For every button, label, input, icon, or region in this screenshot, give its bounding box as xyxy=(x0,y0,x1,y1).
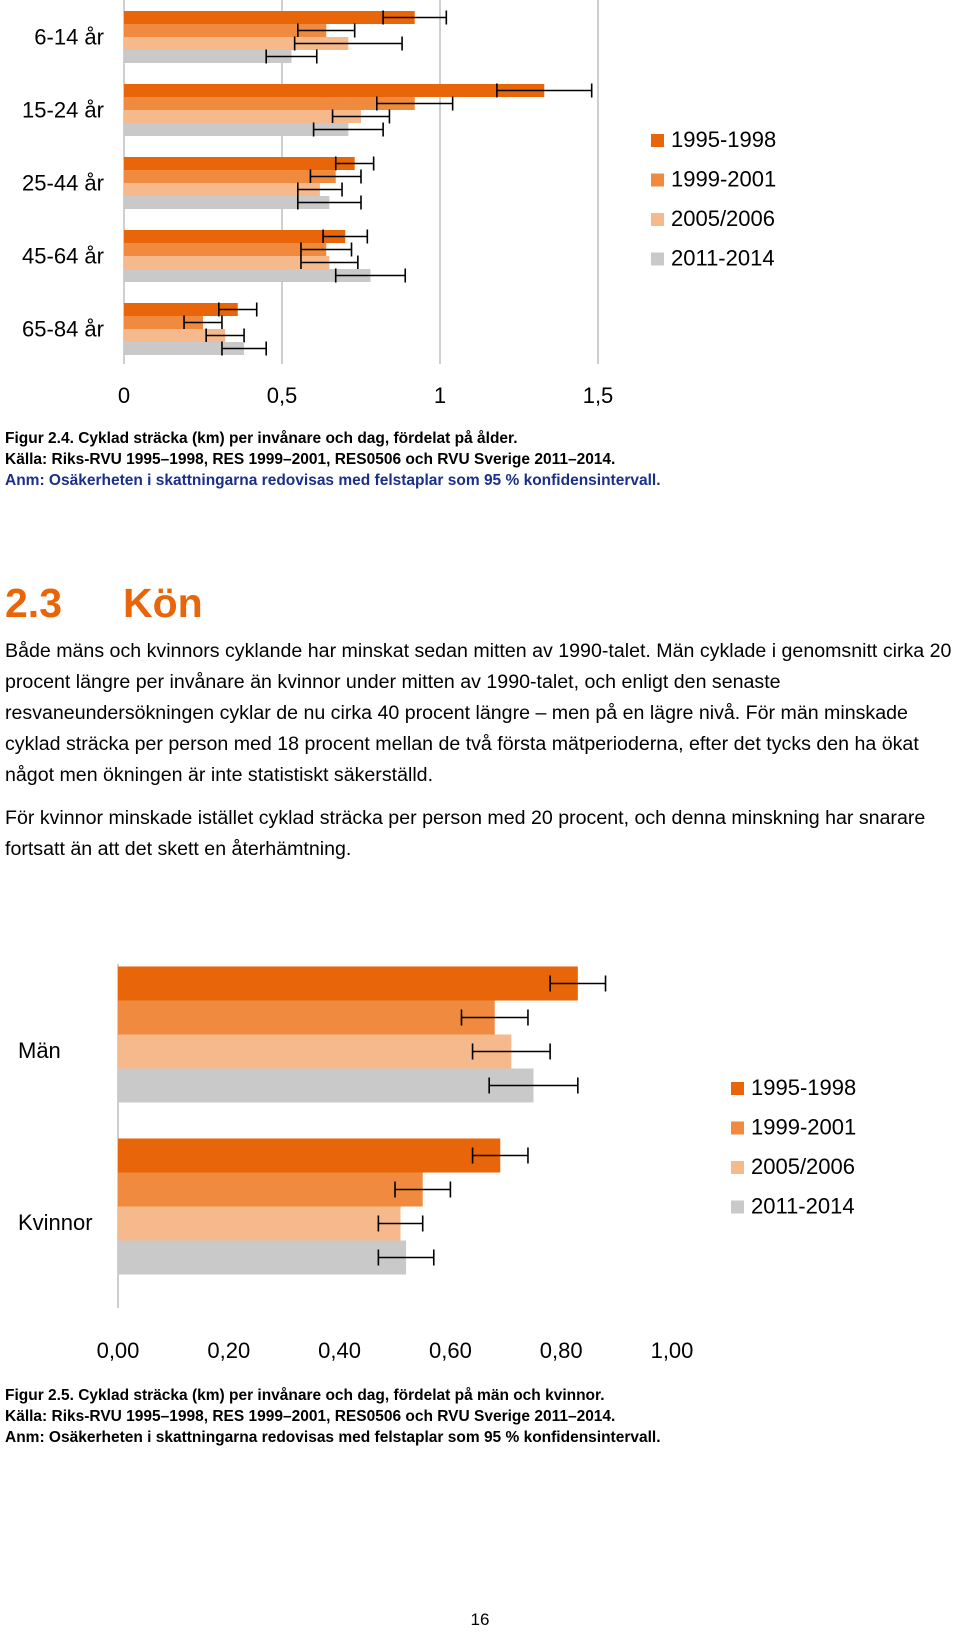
category-label: Kvinnor xyxy=(18,1210,93,1235)
figure-caption-1 xyxy=(5,428,661,491)
age-bar-chart xyxy=(0,0,960,420)
x-tick-label: 0,20 xyxy=(207,1338,251,1363)
x-tick-label: 0,40 xyxy=(318,1338,362,1363)
bar xyxy=(124,243,326,256)
bar xyxy=(124,84,544,97)
category-label: 65-84 år xyxy=(22,316,104,342)
section-heading xyxy=(5,580,203,627)
bar xyxy=(118,1139,500,1173)
legend-label: 1995-1998 xyxy=(671,127,777,152)
legend-label: 1995-1998 xyxy=(751,1075,857,1100)
bar xyxy=(118,1001,495,1035)
legend-swatch xyxy=(651,134,664,147)
bar xyxy=(124,157,355,170)
x-tick-label: 1 xyxy=(433,383,447,408)
legend-label: 2011-2014 xyxy=(671,245,775,271)
legend-swatch xyxy=(651,174,664,187)
bar xyxy=(124,97,415,110)
paragraph: Både mäns och kvinnors cyklande har minskat sedan mitten av 1990-talet. Män cyklade i genomsnitt cirka 20 procent längre per invånare än kvinnor under mitten av 1990-talet, och enligt den senaste resvaneundersökningen cyklar de nu cirka 40 procent längre – men på en lägre nivå. För män minskade cyklad sträcka per person med 18 procent mellan de två första mätperioderna, efter det tycks den ha ökat något men ökningen är inte statistiskt säkerställd. xyxy=(5,640,952,786)
category-label: 45-64 år xyxy=(22,243,104,269)
x-tick-label: 1,5 xyxy=(582,383,614,408)
legend-swatch xyxy=(731,1122,744,1135)
caption-title: Figur 2.4. Cyklad sträcka (km) per invånare och dag, fördelat på ålder. xyxy=(5,430,518,447)
bar xyxy=(124,110,361,123)
caption-note: Anm: Osäkerheten i skattningarna redovisas med felstaplar som 95 % konfidensintervall. xyxy=(5,472,661,489)
bar xyxy=(124,24,326,37)
legend-swatch xyxy=(731,1201,744,1214)
bar xyxy=(118,1035,511,1069)
bar xyxy=(118,967,578,1001)
x-tick-label: 0,5 xyxy=(266,383,298,408)
bar xyxy=(124,183,320,196)
caption-source: Källa: Riks-RVU 1995–1998, RES 1999–2001, RES0506 och RVU Sverige 2011–2014. xyxy=(5,1408,616,1425)
figure-caption-2 xyxy=(5,1385,661,1448)
x-tick-label: 0,60 xyxy=(428,1338,472,1363)
legend-label: 2005/2006 xyxy=(671,206,775,231)
section-title: Kön xyxy=(123,580,203,626)
legend-swatch xyxy=(731,1161,744,1174)
bar xyxy=(124,170,336,183)
bar xyxy=(118,1241,406,1275)
legend-label: 1999-2001 xyxy=(671,166,777,192)
caption-note: Anm: Osäkerheten i skattningarna redovisas med felstaplar som 95 % konfidensintervall. xyxy=(5,1429,661,1446)
legend-label: 1999-2001 xyxy=(751,1114,857,1140)
legend-swatch xyxy=(731,1082,744,1095)
bar xyxy=(124,256,329,269)
page-number: 16 xyxy=(470,1610,490,1629)
bar xyxy=(118,1207,401,1241)
bar xyxy=(124,269,370,282)
legend-label: 2005/2006 xyxy=(751,1154,855,1179)
paragraph: För kvinnor minskade istället cyklad sträcka per person med 20 procent, och denna minskning har snarare fortsatt än att det skett en återhämtning. xyxy=(5,807,926,860)
category-label: Män xyxy=(18,1038,61,1063)
bar xyxy=(124,230,345,243)
caption-source: Källa: Riks-RVU 1995–1998, RES 1999–2001, RES0506 och RVU Sverige 2011–2014. xyxy=(5,451,616,468)
bar xyxy=(118,1173,423,1207)
section-number: 2.3 xyxy=(5,580,62,626)
category-label: 6-14 år xyxy=(34,24,104,50)
bar xyxy=(118,1069,534,1103)
x-tick-label: 0,80 xyxy=(539,1338,583,1363)
gender-bar-chart xyxy=(0,940,960,1380)
x-tick-label: 0,00 xyxy=(96,1338,140,1363)
legend-swatch xyxy=(651,253,664,266)
x-tick-label: 1,00 xyxy=(650,1338,694,1363)
legend-label: 2011-2014 xyxy=(751,1193,855,1219)
category-label: 25-44 år xyxy=(22,170,104,196)
body-text xyxy=(5,636,955,877)
caption-title: Figur 2.5. Cyklad sträcka (km) per invånare och dag, fördelat på män och kvinnor. xyxy=(5,1387,605,1404)
bar xyxy=(124,11,415,24)
category-label: 15-24 år xyxy=(22,97,104,123)
legend-swatch xyxy=(651,213,664,226)
x-tick-label: 0 xyxy=(117,383,131,408)
